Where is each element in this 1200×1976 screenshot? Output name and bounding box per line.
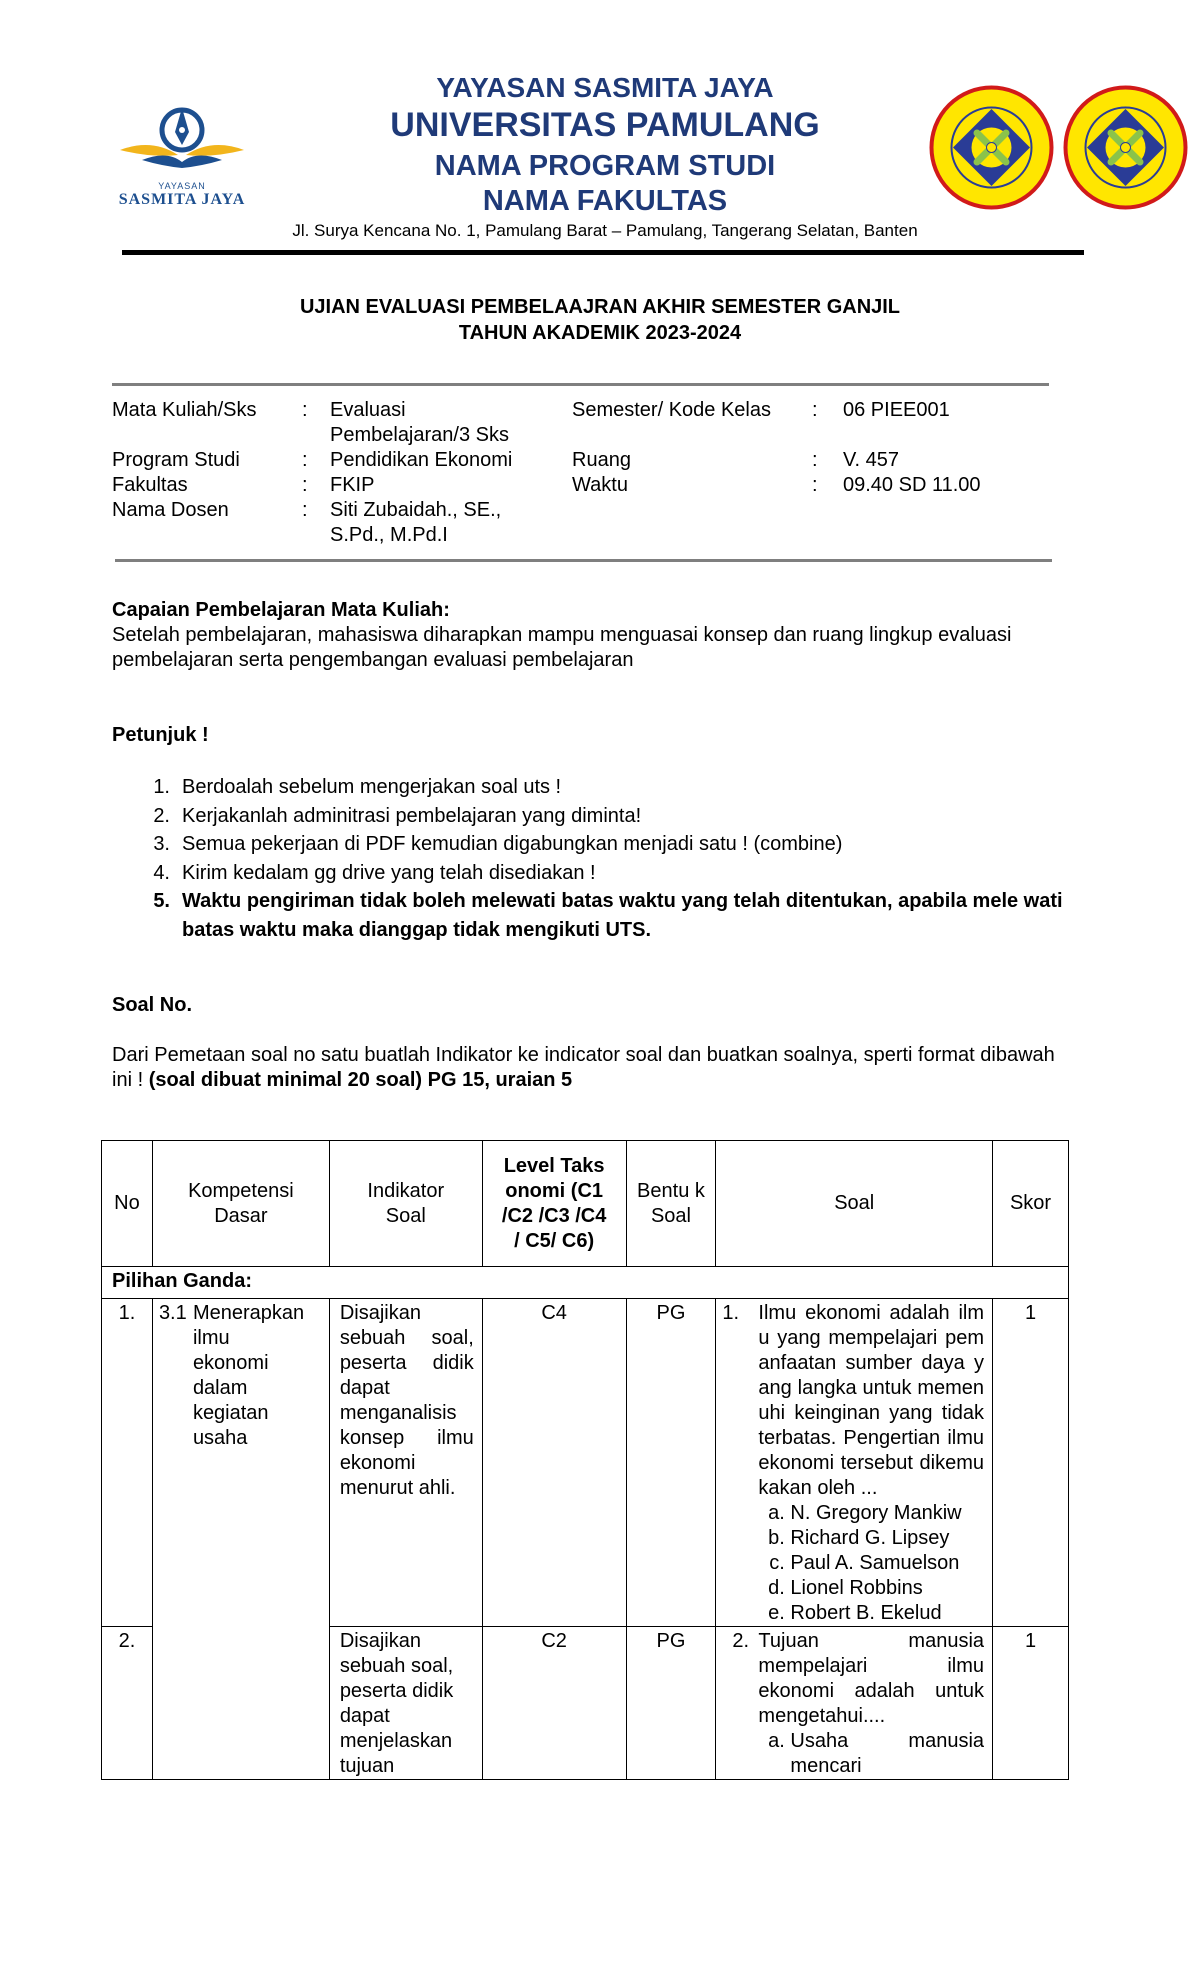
soal-instruction — [112, 1043, 1072, 1093]
exam-title-line1: UJIAN EVALUASI PEMBELAAJRAN AKHIR SEMESTER GANJIL — [299, 296, 901, 318]
question-table — [101, 1140, 1069, 1780]
option-d: d. Lionel Robbins — [790, 1576, 984, 1601]
info-value-waktu: 09.40 SD 11.00 — [843, 474, 981, 496]
col-header-indikator: Indikator Soal — [329, 1141, 482, 1267]
petunjuk-heading: Petunjuk ! — [112, 724, 209, 746]
col-header-kompetensi: Kompetensi Dasar — [152, 1141, 329, 1267]
option-e: e. Robert B. Ekelud — [790, 1601, 984, 1626]
row-level: C2 — [482, 1627, 626, 1780]
list-number: 5. — [153, 890, 170, 912]
info-label-program-studi: Program Studi — [112, 449, 240, 471]
faculty-name: NAMA FAKULTAS — [482, 185, 728, 217]
info-sep: : — [302, 474, 308, 496]
unpam-seal-icon — [929, 85, 1054, 210]
logo-name-text: SASMITA JAYA — [118, 191, 246, 208]
row-indikator: Disajikan sebuah soal, peserta didik dapat menjelaskan tujuan — [329, 1627, 482, 1780]
list-item — [112, 830, 1102, 859]
table-row — [102, 1299, 1069, 1627]
program-name: NAMA PROGRAM STUDI — [434, 150, 776, 182]
header-divider — [122, 250, 1084, 255]
list-number: 4. — [153, 861, 170, 884]
petunjuk-list — [112, 773, 1102, 944]
info-label-nama-dosen: Nama Dosen — [112, 499, 229, 521]
unpam-seal-icon — [1063, 85, 1188, 210]
col-header-no: No — [102, 1141, 153, 1267]
kd-text: Menerapkan ilmu ekonomi dalam kegiatan usaha — [192, 1302, 305, 1449]
university-name: UNIVERSITAS PAMULANG — [390, 106, 820, 144]
option-b: b. Richard G. Lipsey — [790, 1526, 984, 1551]
list-number: 3. — [153, 833, 170, 855]
option-list — [758, 1501, 984, 1626]
soal-text: Ilmu ekonomi adalah ilmu yang mempelajari pemanfaatan sumber daya yang langka untuk memenuhi keinginan yang tidak terbatas. Pengertian ilmu ekonomi tersebut dikemukakan oleh ... — [758, 1302, 985, 1499]
row-no: 2. — [102, 1627, 153, 1780]
kd-number: 3.1 — [158, 1302, 187, 1324]
option-c: c. Paul A. Samuelson — [790, 1551, 984, 1576]
cpmk-heading: Capaian Pembelajaran Mata Kuliah: — [112, 599, 450, 621]
row-skor: 1 — [993, 1299, 1069, 1627]
list-number: 2. — [153, 804, 170, 827]
list-text: Kerjakanlah adminitrasi pembelajaran yang diminta! — [182, 804, 642, 827]
row-bentuk: PG — [626, 1627, 716, 1780]
row-soal — [716, 1299, 993, 1627]
address: Jl. Surya Kencana No. 1, Pamulang Barat – Pamulang, Tangerang Selatan, Banten — [292, 221, 918, 240]
col-header-bentuk: Bentu k Soal — [626, 1141, 716, 1267]
list-text: Waktu pengiriman tidak boleh melewati batas waktu yang telah ditentukan, apabila mele wati batas waktu maka dianggap tidak mengikuti UTS. — [182, 890, 1063, 941]
row-indikator: Disajikan sebuah soal, peserta didik dapat menganalisis konsep ilmu ekonomi menurut ahli. — [329, 1299, 482, 1627]
university-seal-1 — [929, 85, 1054, 210]
exam-title-line2: TAHUN AKADEMIK 2023-2024 — [458, 322, 742, 344]
info-value-fakultas: FKIP — [330, 474, 375, 496]
list-number: 1. — [153, 776, 170, 798]
list-text: Kirim kedalam gg drive yang telah disediakan ! — [182, 861, 596, 884]
soal-heading: Soal No. — [112, 994, 193, 1016]
sasmita-jaya-emblem-icon — [112, 100, 252, 180]
section-row — [102, 1267, 1069, 1299]
info-value-nama-dosen: Siti Zubaidah., SE., S.Pd., M.Pd.I — [330, 499, 502, 546]
list-item — [112, 887, 1102, 944]
info-label-mata-kuliah: Mata Kuliah/Sks — [112, 399, 257, 421]
info-sep: : — [812, 449, 818, 471]
info-bottom-divider — [115, 559, 1052, 562]
soal-instruction-bold: (soal dibuat minimal 20 soal) PG 15, uraian 5 — [148, 1069, 573, 1091]
info-label-fakultas: Fakultas — [112, 474, 188, 496]
row-skor: 1 — [993, 1627, 1069, 1780]
table-header-row — [102, 1141, 1069, 1267]
row-no: 1. — [102, 1299, 153, 1627]
row-soal — [716, 1627, 993, 1780]
col-header-soal: Soal — [716, 1141, 993, 1267]
info-value-program-studi: Pendidikan Ekonomi — [330, 449, 513, 471]
info-value-mata-kuliah: Evaluasi Pembelajaran/3 Sks — [330, 399, 509, 446]
info-sep: : — [302, 399, 308, 421]
soal-text: Tujuan manusia mempelajari ilmu ekonomi adalah untuk mengetahui.... — [758, 1630, 985, 1727]
info-label-waktu: Waktu — [572, 474, 628, 496]
list-item — [112, 859, 1102, 888]
info-sep: : — [812, 399, 818, 421]
col-header-skor: Skor — [993, 1141, 1069, 1267]
row-bentuk: PG — [626, 1299, 716, 1627]
info-label-ruang: Ruang — [572, 449, 631, 471]
section-label: Pilihan Ganda: — [102, 1267, 1069, 1299]
cpmk-text: Setelah pembelajaran, mahasiswa diharapkan mampu menguasai konsep dan ruang lingkup evaluasi pembelajaran serta pengembangan evaluasi pembelajaran — [112, 624, 1012, 671]
soal-instruction-plain: Dari Pemetaan soal no satu buatlah Indikator ke indicator soal dan buatkan soalnya, sperti format dibawah ini ! — [112, 1044, 1055, 1091]
university-seal-2 — [1063, 85, 1188, 210]
list-text: Berdoalah sebelum mengerjakan soal uts ! — [182, 776, 562, 798]
foundation-logo — [112, 100, 252, 215]
info-top-divider — [112, 383, 1049, 386]
option-a: a. N. Gregory Mankiw — [790, 1501, 984, 1526]
info-value-semester: 06 PIEE001 — [843, 399, 950, 421]
col-header-level: Level Taks onomi (C1 /C2 /C3 /C4 / C5/ C6) — [482, 1141, 626, 1267]
soal-number: 1. — [722, 1302, 740, 1324]
list-item — [112, 802, 1102, 831]
logo-small-text: YAYASAN — [158, 181, 206, 191]
list-text: Semua pekerjaan di PDF kemudian digabungkan menjadi satu ! (combine) — [182, 833, 843, 855]
row-kompetensi — [152, 1299, 329, 1780]
foundation-name: YAYASAN SASMITA JAYA — [436, 72, 774, 103]
soal-number: 2. — [732, 1630, 750, 1652]
option-a: a. Usaha manusia mencari — [790, 1729, 984, 1779]
info-sep: : — [302, 449, 308, 471]
info-value-ruang: V. 457 — [843, 449, 899, 471]
info-sep: : — [302, 499, 308, 521]
info-sep: : — [812, 474, 818, 496]
row-level: C4 — [482, 1299, 626, 1627]
list-item — [112, 773, 1102, 802]
option-list — [758, 1729, 984, 1779]
info-label-semester: Semester/ Kode Kelas — [572, 399, 771, 421]
